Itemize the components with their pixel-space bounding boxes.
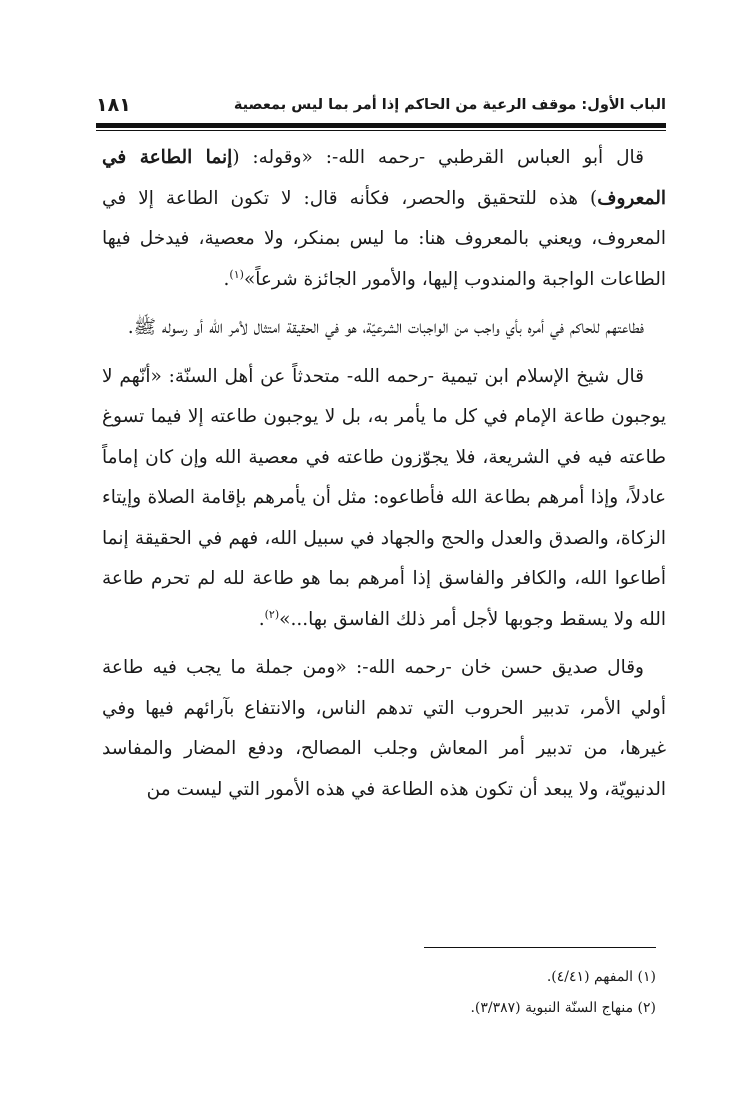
paragraph-end: . [223, 268, 230, 290]
footnotes [96, 962, 656, 1024]
hadith-phrase: إنما الطاعة في المعروف [102, 147, 666, 209]
header-rule [96, 123, 666, 131]
paragraph-obedience [102, 308, 666, 349]
paragraph-ibn-taymiyyah [102, 357, 666, 641]
paragraph-siddiq-hasan-khan [102, 648, 666, 810]
paragraph-text: وقال صديق حسن خان -رحمه الله-: «ومن جملة ما يجب فيه طاعة أولي الأمر، تدبير الحروب التي تدهم الناس، والانتفاع بآرائهم فيها وفي غيرها، من تدبير أمر المعاش وجلب المصالح، ودفع المضار والمفاسد الدنيويّة، ولا يبعد أن تكون هذه الطاعة في هذه الأمور التي ليست من [102, 657, 666, 800]
book-page [96, 78, 666, 1038]
page-number: ١٨١ [96, 94, 131, 116]
paragraph-text: فطاعتهم للحاكم في أمره بأي واجب من الواجبات الشرعيّة، هو في الحقيقة امتثال لأمر الله أو رسوله ﷺ. [127, 317, 644, 338]
paragraph-end: . [258, 608, 265, 630]
paragraph-qurtubi [102, 138, 666, 300]
body-text [102, 138, 666, 818]
paragraph-text: قال أبو العباس القرطبي -رحمه الله-: «وقوله: ( [232, 147, 645, 168]
footnote-ref-2: (٢) [264, 607, 280, 621]
footnote-ref-1: (١) [229, 267, 244, 281]
paragraph-text: قال شيخ الإسلام ابن تيمية -رحمه الله- متحدثاً عن أهل السنّة: «أنّهم لا يوجبون طاعة الإمام في كل ما يأمر به، بل لا يوجبون طاعته إلا فيما تسوغ طاعته فيه في الشريعة، فلا يجوّزون طاعته في معصية الله وإن كان إماماً عادلاً، وإذا أمرهم بطاعة الله فأطاعوه: مثل أن يأمرهم بإقامة الصلاة وإيتاء الزكاة، والصدق والعدل والحج والجهاد في سبيل الله، فهم في الحقيقة إنما أطاعوا الله، والكافر والفاسق إذا أمرهم بما هو طاعة لله لم تحرم طاعة الله ولا يسقط وجوبها لأجل أمر ذلك الفاسق بها...» [102, 365, 666, 630]
footnote-rule [424, 947, 656, 948]
paragraph-text: ) هذه للتحقيق والحصر، فكأنه قال: لا تكون الطاعة إلا في المعروف، ويعني بالمعروف هنا: ما ليس بمنكر، ولا معصية، فيدخل فيها الطاعات الواجبة والمندوب إليها، والأمور الجائزة شرعاً» [102, 187, 666, 290]
footnote-1: (١) المفهم (٤/٤١). [546, 969, 656, 985]
chapter-title: الباب الأول: موقف الرعية من الحاكم إذا أمر بما ليس بمعصية [233, 97, 666, 113]
running-header [96, 88, 666, 122]
footnote-2: (٢) منهاج السنّة النبوية (٣/٣٨٧). [470, 1000, 656, 1016]
